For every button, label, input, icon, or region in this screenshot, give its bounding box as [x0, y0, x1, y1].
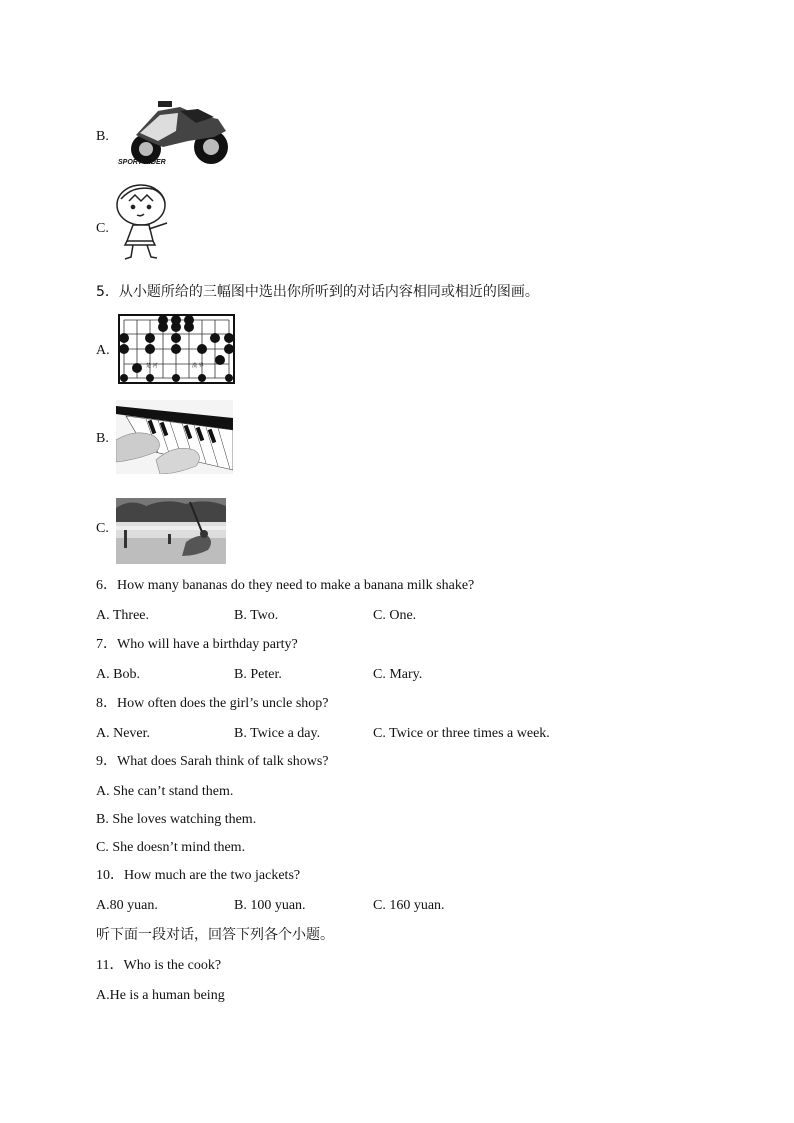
q6-option-b: B. Two.: [234, 608, 279, 623]
q4-option-c-label: C.: [96, 221, 109, 236]
board-text-border: 漢 界: [192, 363, 204, 369]
question-6-text: 6．How many bananas do they need to make a banana milk shake?: [96, 578, 475, 593]
q5-option-a-label: A.: [96, 343, 110, 358]
q5-option-b-label: B.: [96, 431, 109, 446]
piano-hands-icon: [116, 400, 233, 474]
baseball-batter-icon: [116, 498, 226, 564]
q4-option-b-label: B.: [96, 129, 109, 144]
q10-option-a: A.80 yuan.: [96, 898, 158, 913]
q5-option-c-label: C.: [96, 521, 109, 536]
q9-option-c: C. She doesn’t mind them.: [96, 840, 246, 855]
section-instruction: 听下面一段对话，回答下列各个小题。: [96, 927, 334, 943]
q8-option-a: A. Never.: [96, 726, 151, 741]
q8-option-c: C. Twice or three times a week.: [373, 726, 550, 741]
question-5-text: 5．从小题所给的三幅图中选出你所听到的对话内容相同或相近的图画。: [96, 284, 539, 300]
q7-option-a: A. Bob.: [96, 667, 140, 682]
q7-option-b: B. Peter.: [234, 667, 282, 682]
motorcycle-icon: [118, 97, 233, 173]
q9-option-a: A. She can’t stand them.: [96, 784, 234, 799]
question-10-text: 10．How much are the two jackets?: [96, 868, 301, 883]
q10-option-b: B. 100 yuan.: [234, 898, 306, 913]
cartoon-girl-icon: [113, 183, 183, 263]
question-7-text: 7．Who will have a birthday party?: [96, 637, 298, 652]
question-9-text: 9．What does Sarah think of talk shows?: [96, 754, 329, 769]
q6-option-a: A. Three.: [96, 608, 149, 623]
q11-option-a: A.He is a human being: [96, 988, 225, 1003]
q10-option-c: C. 160 yuan.: [373, 898, 445, 913]
motorcycle-logo: SPORT RIDER: [118, 159, 166, 166]
board-text-river: 楚 河: [146, 363, 158, 369]
q6-option-c: C. One.: [373, 608, 417, 623]
q7-option-c: C. Mary.: [373, 667, 423, 682]
question-8-text: 8．How often does the girl’s uncle shop?: [96, 696, 329, 711]
question-11-text: 11．Who is the cook?: [96, 958, 222, 973]
q8-option-b: B. Twice a day.: [234, 726, 321, 741]
chinese-chess-board-icon: [118, 314, 235, 384]
q9-option-b: B. She loves watching them.: [96, 812, 257, 827]
